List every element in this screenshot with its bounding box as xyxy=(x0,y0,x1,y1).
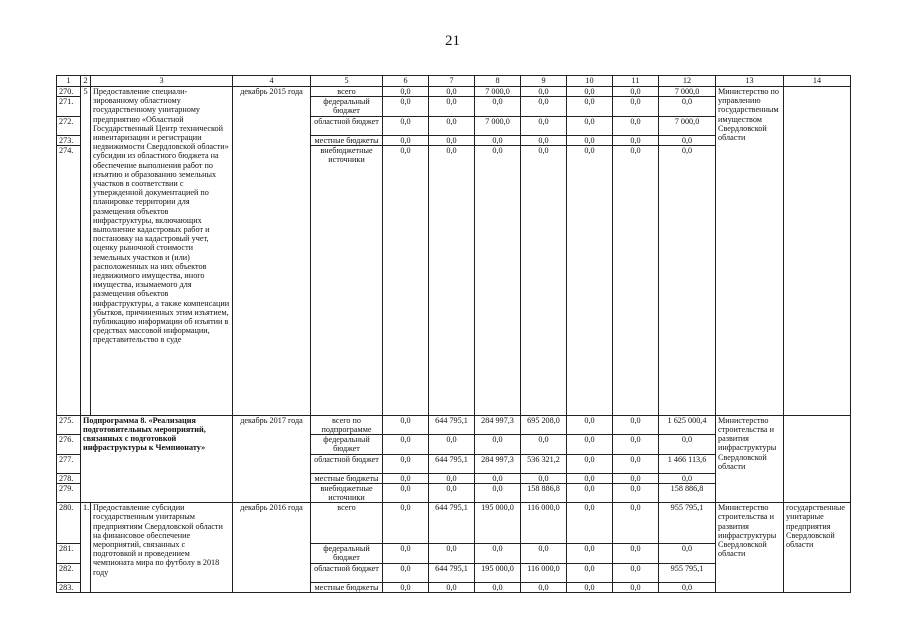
row-number: 272. xyxy=(57,116,81,135)
funding-source: местные бюджеты xyxy=(311,473,383,483)
amount-cell: 0,0 xyxy=(567,97,613,116)
amount-cell: 0,0 xyxy=(521,544,567,563)
funding-source: всего xyxy=(311,503,383,544)
amount-cell: 0,0 xyxy=(383,116,429,135)
row-number: 281. xyxy=(57,544,81,563)
amount-cell: 0,0 xyxy=(429,116,475,135)
amount-cell: 0,0 xyxy=(383,582,429,592)
amount-cell: 695 208,0 xyxy=(521,415,567,434)
header-cell: 1 xyxy=(57,76,81,87)
amount-cell: 0,0 xyxy=(429,582,475,592)
table-row xyxy=(57,415,851,434)
amount-cell: 536 321,2 xyxy=(521,454,567,473)
amount-cell: 0,0 xyxy=(521,145,567,415)
amount-cell: 0,0 xyxy=(429,135,475,145)
row-number: 276. xyxy=(57,435,81,454)
responsible-executor: Министерство строительства и развития инфраструктуры Свердловской области xyxy=(716,503,784,593)
amount-cell: 0,0 xyxy=(567,544,613,563)
amount-cell: 1 466 113,6 xyxy=(659,454,716,473)
funding-source: всего по подпрограмме xyxy=(311,415,383,434)
row-number: 270. xyxy=(57,87,81,97)
amount-cell: 0,0 xyxy=(475,473,521,483)
amount-cell: 195 000,0 xyxy=(475,563,521,582)
amount-cell: 0,0 xyxy=(383,473,429,483)
amount-cell: 284 997,3 xyxy=(475,415,521,434)
activity-description: Подпрограмма 8. «Реализация подготовительных мероприятий, связанных с подготовкой инфраструктуры к Чемпионату» xyxy=(81,415,233,502)
amount-cell: 0,0 xyxy=(567,503,613,544)
amount-cell: 0,0 xyxy=(429,145,475,415)
item-seq: 1. xyxy=(81,503,91,593)
row-number: 280. xyxy=(57,503,81,544)
header-cell: 5 xyxy=(311,76,383,87)
amount-cell: 158 886,8 xyxy=(521,483,567,502)
amount-cell: 0,0 xyxy=(567,483,613,502)
amount-cell: 0,0 xyxy=(613,563,659,582)
row-number: 275. xyxy=(57,415,81,434)
amount-cell: 0,0 xyxy=(613,454,659,473)
amount-cell: 0,0 xyxy=(613,503,659,544)
funding-source: областной бюджет xyxy=(311,454,383,473)
amount-cell: 0,0 xyxy=(383,483,429,502)
amount-cell: 0,0 xyxy=(567,145,613,415)
amount-cell: 0,0 xyxy=(613,435,659,454)
subsidy-recipient: государственные унитарные предприятия Свердловской области xyxy=(784,503,851,593)
amount-cell: 0,0 xyxy=(383,135,429,145)
header-cell: 2 xyxy=(81,76,91,87)
item-seq: 5 xyxy=(81,87,91,416)
responsible-executor: Министерство по управлению государственным имуществом Свердловской области xyxy=(716,87,784,416)
row-number: 282. xyxy=(57,563,81,582)
amount-cell: 0,0 xyxy=(659,435,716,454)
amount-cell: 0,0 xyxy=(567,435,613,454)
completion-term: декабрь 2017 года xyxy=(233,415,311,502)
funding-source: федеральный бюджет xyxy=(311,435,383,454)
funding-source: федеральный бюджет xyxy=(311,544,383,563)
completion-term: декабрь 2015 года xyxy=(233,87,311,416)
amount-cell: 0,0 xyxy=(613,145,659,415)
amount-cell: 0,0 xyxy=(659,135,716,145)
row-number: 277. xyxy=(57,454,81,473)
amount-cell: 0,0 xyxy=(429,87,475,97)
row-number: 279. xyxy=(57,483,81,502)
amount-cell: 0,0 xyxy=(475,435,521,454)
funding-source: всего xyxy=(311,87,383,97)
amount-cell: 0,0 xyxy=(613,97,659,116)
amount-cell: 7 000,0 xyxy=(475,87,521,97)
row-number: 278. xyxy=(57,473,81,483)
amount-cell: 644 795,1 xyxy=(429,415,475,434)
amount-cell: 0,0 xyxy=(429,544,475,563)
amount-cell: 0,0 xyxy=(475,145,521,415)
amount-cell: 0,0 xyxy=(521,116,567,135)
header-cell: 8 xyxy=(475,76,521,87)
funding-source: областной бюджет xyxy=(311,563,383,582)
header-cell: 14 xyxy=(784,76,851,87)
table-body xyxy=(57,76,851,593)
subsidy-recipient xyxy=(784,415,851,502)
amount-cell: 284 997,3 xyxy=(475,454,521,473)
row-number: 274. xyxy=(57,145,81,415)
amount-cell: 0,0 xyxy=(659,97,716,116)
amount-cell: 644 795,1 xyxy=(429,503,475,544)
amount-cell: 0,0 xyxy=(383,145,429,415)
amount-cell: 0,0 xyxy=(613,483,659,502)
amount-cell: 195 000,0 xyxy=(475,503,521,544)
header-cell: 11 xyxy=(613,76,659,87)
amount-cell: 0,0 xyxy=(659,473,716,483)
amount-cell: 0,0 xyxy=(613,582,659,592)
header-row xyxy=(57,76,851,87)
amount-cell: 0,0 xyxy=(613,135,659,145)
completion-term: декабрь 2016 года xyxy=(233,503,311,593)
header-cell: 7 xyxy=(429,76,475,87)
amount-cell: 1 625 000,4 xyxy=(659,415,716,434)
amount-cell: 0,0 xyxy=(613,87,659,97)
row-number: 271. xyxy=(57,97,81,116)
responsible-executor: Министерство строительства и развития инфраструктуры Свердловской области xyxy=(716,415,784,502)
amount-cell: 0,0 xyxy=(383,544,429,563)
amount-cell: 0,0 xyxy=(383,454,429,473)
amount-cell: 0,0 xyxy=(475,97,521,116)
amount-cell: 0,0 xyxy=(613,544,659,563)
amount-cell: 0,0 xyxy=(383,503,429,544)
amount-cell: 0,0 xyxy=(429,473,475,483)
amount-cell: 0,0 xyxy=(659,145,716,415)
funding-source: внебюджетные источники xyxy=(311,483,383,502)
amount-cell: 0,0 xyxy=(383,415,429,434)
amount-cell: 0,0 xyxy=(659,582,716,592)
amount-cell: 0,0 xyxy=(521,135,567,145)
amount-cell: 644 795,1 xyxy=(429,563,475,582)
amount-cell: 0,0 xyxy=(475,544,521,563)
amount-cell: 0,0 xyxy=(521,87,567,97)
header-cell: 4 xyxy=(233,76,311,87)
table-row xyxy=(57,87,851,97)
funding-source: областной бюджет xyxy=(311,116,383,135)
program-table xyxy=(56,75,851,593)
funding-source: местные бюджеты xyxy=(311,135,383,145)
amount-cell: 955 795,1 xyxy=(659,563,716,582)
amount-cell: 0,0 xyxy=(521,582,567,592)
amount-cell: 0,0 xyxy=(613,116,659,135)
amount-cell: 7 000,0 xyxy=(475,116,521,135)
subsidy-recipient xyxy=(784,87,851,416)
header-cell: 13 xyxy=(716,76,784,87)
header-cell: 12 xyxy=(659,76,716,87)
amount-cell: 0,0 xyxy=(567,87,613,97)
amount-cell: 0,0 xyxy=(659,544,716,563)
amount-cell: 644 795,1 xyxy=(429,454,475,473)
table-row xyxy=(57,503,851,544)
amount-cell: 0,0 xyxy=(567,473,613,483)
amount-cell: 0,0 xyxy=(521,97,567,116)
amount-cell: 116 000,0 xyxy=(521,563,567,582)
header-cell: 6 xyxy=(383,76,429,87)
activity-description: Предоставление субсидии государственным унитарным предприятиям Свердловской области на финансовое обеспечение мероприятий, связанных с подготовкой и проведением чемпионата мира по футболу в 2018 году xyxy=(91,503,233,593)
amount-cell: 0,0 xyxy=(567,582,613,592)
amount-cell: 0,0 xyxy=(613,415,659,434)
amount-cell: 0,0 xyxy=(383,435,429,454)
amount-cell: 7 000,0 xyxy=(659,87,716,97)
amount-cell: 0,0 xyxy=(521,435,567,454)
amount-cell: 0,0 xyxy=(613,473,659,483)
header-cell: 3 xyxy=(91,76,233,87)
row-number: 273. xyxy=(57,135,81,145)
amount-cell: 0,0 xyxy=(383,97,429,116)
amount-cell: 0,0 xyxy=(567,415,613,434)
amount-cell: 0,0 xyxy=(567,454,613,473)
amount-cell: 0,0 xyxy=(383,87,429,97)
page-number: 21 xyxy=(445,33,460,49)
amount-cell: 0,0 xyxy=(475,582,521,592)
amount-cell: 7 000,0 xyxy=(659,116,716,135)
amount-cell: 0,0 xyxy=(567,563,613,582)
amount-cell: 0,0 xyxy=(475,135,521,145)
funding-source: федеральный бюджет xyxy=(311,97,383,116)
amount-cell: 0,0 xyxy=(429,97,475,116)
amount-cell: 0,0 xyxy=(567,135,613,145)
header-cell: 9 xyxy=(521,76,567,87)
amount-cell: 0,0 xyxy=(475,483,521,502)
row-number: 283. xyxy=(57,582,81,592)
header-cell: 10 xyxy=(567,76,613,87)
amount-cell: 955 795,1 xyxy=(659,503,716,544)
amount-cell: 0,0 xyxy=(429,435,475,454)
amount-cell: 0,0 xyxy=(521,473,567,483)
activity-description: Предоставление специали-зированному областному государственному унитарному предприятию «Областной Государственный Центр технической инвентаризации и регистрации недвижимости Свердловской области» субсидии из областного бюджета на обеспечение выполнения работ по изъятию и образованию земельных участков в соответствии с утвержденной документацией по планировке территории для размещения объектов инфраструктуры, включающих выполнение кадастровых работ и постановку на кадастровый учет, оценку рыночной стоимости земельных участков и (или) расположенных на них объектов недвижимого имущества, иного имущества, изымаемого для размещения объектов инфраструктуры, а также компенсации убытков, причиненных этим изъятием, публикацию информации об изъятии в средствах массовой информации, представительство в суде xyxy=(91,87,233,416)
amount-cell: 0,0 xyxy=(429,483,475,502)
amount-cell: 0,0 xyxy=(567,116,613,135)
amount-cell: 116 000,0 xyxy=(521,503,567,544)
funding-source: внебюджетные источники xyxy=(311,145,383,415)
amount-cell: 158 886,8 xyxy=(659,483,716,502)
amount-cell: 0,0 xyxy=(383,563,429,582)
funding-source: местные бюджеты xyxy=(311,582,383,592)
